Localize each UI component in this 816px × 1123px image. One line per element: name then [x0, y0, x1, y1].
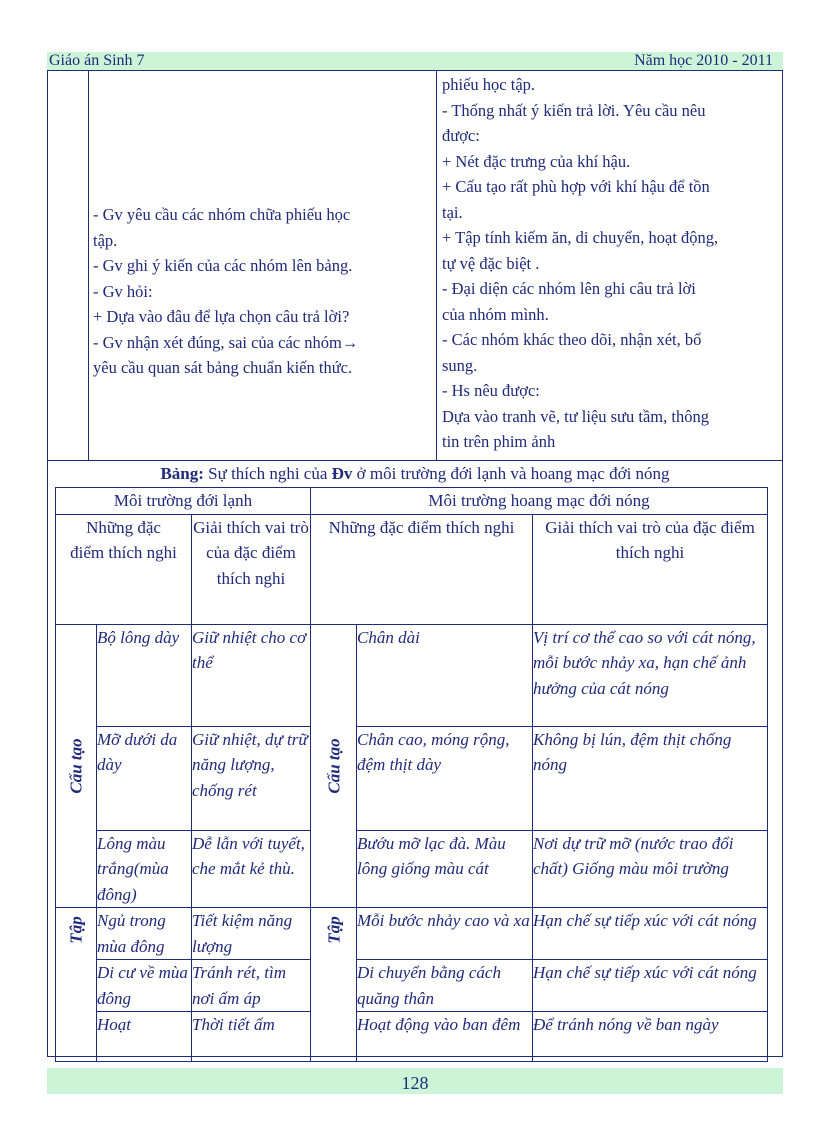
teacher-line: + Dựa vào đâu để lựa chọn câu trả lời?	[93, 307, 350, 326]
group-structure-hot	[311, 624, 357, 908]
hot-explain-cell: Hạn chế sự tiếp xúc với cát nóng	[533, 960, 768, 1012]
group-structure-label: Cấu tạo	[323, 738, 343, 794]
student-line: phiếu học tập.	[442, 75, 536, 94]
table-title-part: Sự thích nghi của	[203, 464, 332, 483]
student-activity	[442, 72, 718, 455]
teacher-line: - Gv nhận xét đúng, sai của các nhóm→	[93, 332, 359, 352]
student-line: - Các nhóm khác theo dõi, nhận xét, bổ	[442, 330, 702, 349]
cold-explain-cell: Giữ nhiệt, dự trữ năng lượng, chống rét	[192, 726, 311, 830]
cold-feature-cell: Bộ lông dày	[97, 624, 192, 726]
table-row	[56, 830, 768, 908]
cold-feature-cell: Ngủ trong mùa đông	[97, 908, 192, 960]
hot-explain-cell: Để tránh nóng về ban ngày	[533, 1012, 768, 1062]
student-line: - Đại diện các nhóm lên ghi câu trả lời	[442, 279, 696, 298]
student-line: tại.	[442, 202, 463, 222]
table-row	[56, 908, 768, 960]
page-number: 128	[401, 1073, 429, 1093]
page-footer	[47, 1068, 783, 1094]
hot-explain-cell: Nơi dự trữ mỡ (nước trao đổi chất) Giống màu môi trường	[533, 830, 768, 908]
student-line: tự vệ đặc biệt .	[442, 253, 540, 273]
table-row	[56, 1012, 768, 1062]
cold-explain-cell: Dễ lẫn với tuyết, che mắt kẻ thù.	[192, 830, 311, 908]
column-divider-left	[88, 70, 89, 460]
header-subject: Giáo án Sinh 7	[49, 52, 145, 69]
cold-explain-cell: Giữ nhiệt cho cơ thể	[192, 624, 311, 726]
hot-explain-cell: Hạn chế sự tiếp xúc với cát nóng	[533, 908, 768, 960]
teacher-line: - Gv yêu cầu các nhóm chữa phiếu học	[93, 205, 351, 224]
hot-explain-cell: Không bị lún, đệm thịt chống nóng	[533, 726, 768, 830]
header-school-year: Năm học 2010 - 2011	[634, 52, 773, 69]
group-structure-label: Cấu tạo	[66, 738, 86, 794]
header-hot-environment: Môi trường hoang mạc đới nóng	[311, 488, 768, 515]
page-header	[47, 52, 783, 71]
header-cold-environment: Môi trường đới lạnh	[56, 488, 311, 515]
adaptation-table	[55, 487, 768, 1062]
group-behavior-hot	[311, 908, 357, 1062]
student-line: tin trên phim ảnh	[442, 432, 556, 451]
student-line: + Nét đặc trưng của khí hậu.	[442, 151, 631, 171]
hot-explain-cell: Vị trí cơ thể cao so với cát nóng, mỗi bước nhảy xa, hạn chế ảnh hưởng của cát nóng	[533, 624, 768, 726]
header-cold-explain: Giải thích vai trò của đặc điểm thích nghi	[192, 514, 311, 624]
teacher-activity	[93, 202, 358, 381]
hot-feature-cell: Bướu mỡ lạc đà. Màu lông giống màu cát	[357, 830, 533, 908]
header-hot-feature	[311, 514, 533, 624]
cold-feature-cell: Hoạt	[97, 1012, 192, 1062]
column-divider-right	[436, 70, 437, 460]
header-hot-explain-text: Giải thích vai trò của đặc điểm thích nghi	[545, 517, 755, 562]
table-title	[50, 463, 780, 485]
table-title-abbr: Đv	[331, 464, 353, 483]
cold-feature-cell: Lông màu trắng(mùa đông)	[97, 830, 192, 908]
teacher-line: yêu cầu quan sát bảng chuẩn kiến thức.	[93, 358, 353, 377]
header-cold-feature	[56, 514, 192, 624]
cold-explain-cell: Tránh rét, tìm nơi ấm áp	[192, 960, 311, 1012]
teacher-line: - Gv hỏi:	[93, 281, 153, 301]
section-divider	[47, 460, 783, 461]
header-hot-explain	[533, 514, 768, 624]
cold-explain-cell: Tiết kiệm năng lượng	[192, 908, 311, 960]
table-row	[56, 726, 768, 830]
header-cold-feature-text: Những đặc điểm thích nghi	[70, 517, 177, 562]
table-title-part: ở môi trường đới lạnh và hoang mạc đới nóng	[352, 464, 670, 483]
student-line: + Tập tính kiếm ăn, di chuyển, hoạt động,	[442, 228, 719, 247]
hot-feature-cell: Chân dài	[357, 624, 533, 726]
cold-feature-cell: Di cư về mùa đông	[97, 960, 192, 1012]
teacher-line: tập.	[93, 230, 118, 250]
hot-feature-cell: Di chuyển bằng cách quăng thân	[357, 960, 533, 1012]
student-line: - Thống nhất ý kiến trả lời. Yêu cầu nêu	[442, 100, 706, 120]
group-behavior-label: Tập	[66, 916, 86, 944]
hot-feature-cell: Mỗi bước nhảy cao và xa	[357, 908, 533, 960]
cold-explain-cell: Thời tiết ấm	[192, 1012, 311, 1062]
student-line: của nhóm mình.	[442, 304, 549, 324]
student-line: sung.	[442, 355, 478, 375]
student-line: Dựa vào tranh vẽ, tư liệu sưu tầm, thông	[442, 406, 709, 426]
student-line: - Hs nêu được:	[442, 381, 540, 400]
student-line: được:	[442, 126, 480, 145]
table-title-label: Bảng:	[160, 464, 204, 483]
group-structure-cold	[56, 624, 97, 908]
hot-feature-cell: Chân cao, móng rộng, đệm thịt dày	[357, 726, 533, 830]
group-behavior-label: Tập	[323, 916, 343, 944]
teacher-line: - Gv ghi ý kiến của các nhóm lên bảng.	[93, 256, 353, 275]
hot-feature-cell: Hoạt động vào ban đêm	[357, 1012, 533, 1062]
group-behavior-cold	[56, 908, 97, 1062]
table-row	[56, 624, 768, 726]
cold-feature-cell: Mỡ dưới da dày	[97, 726, 192, 830]
table-row	[56, 960, 768, 1012]
student-line: + Cấu tạo rất phù hợp với khí hậu để tồn	[442, 177, 710, 196]
header-hot-feature-text: Những đặc điểm thích nghi	[328, 517, 515, 537]
